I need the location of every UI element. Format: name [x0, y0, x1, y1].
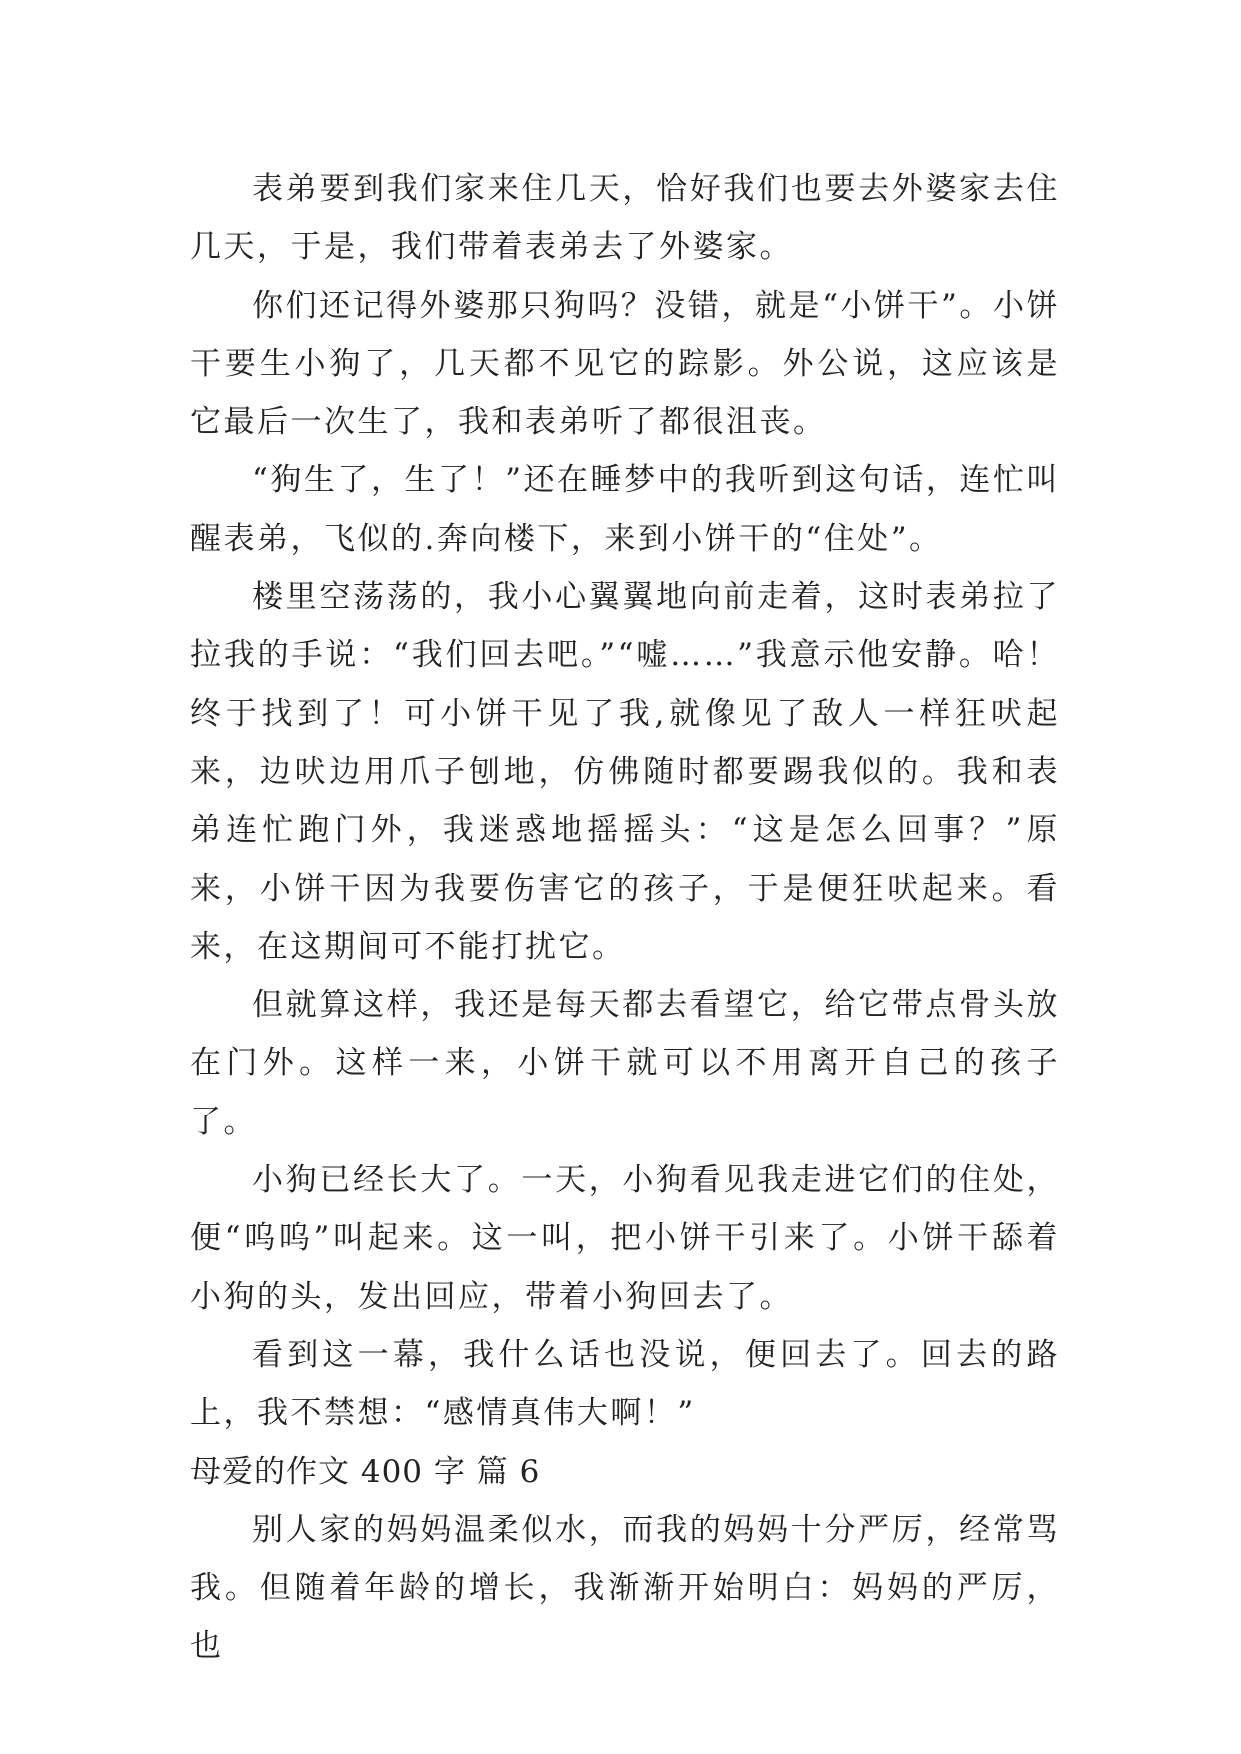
section-title: 母爱的作文 400 字 篇 6 — [190, 1453, 541, 1490]
paragraph-3: “狗生了，生了！”还在睡梦中的我听到这句话，连忙叫醒表弟，飞似的.奔向楼下，来到小饼干的“住处”。 — [190, 462, 1060, 557]
document-body — [190, 160, 1060, 1676]
paragraph-4: 楼里空荡荡的，我小心翼翼地向前走着，这时表弟拉了拉我的手说：“我们回去吧。”“嘘……”我意示他安静。哈！终于找到了！可小饼干见了我,就像见了敌人一样狂吠起来，边吠边用爪子刨地，仿佛随时都要踢我似的。我和表弟连忙跑门外，我迷惑地摇摇头：“这是怎么回事？”原来，小饼干因为我要伤害它的孩子，于是便狂吠起来。看来，在这期间可不能打扰它。 — [190, 579, 1060, 965]
paragraph-7: 看到这一幕，我什么话也没说，便回去了。回去的路上，我不禁想：“感情真伟大啊！” — [190, 1336, 1060, 1432]
paragraph-1: 表弟要到我们家来住几天，恰好我们也要去外婆家去住几天，于是，我们带着表弟去了外婆家。 — [190, 171, 1060, 266]
paragraph-5: 但就算这样，我还是每天都去看望它，给它带点骨头放在门外。这样一来，小饼干就可以不用离开自己的孩子了。 — [190, 987, 1060, 1140]
paragraph-2: 你们还记得外婆那只狗吗？没错，就是“小饼干”。小饼干要生小狗了，几天都不见它的踪影。外公说，这应该是它最后一次生了，我和表弟听了都很沮丧。 — [190, 287, 1060, 441]
section-paragraph-1: 别人家的妈妈温柔似水，而我的妈妈十分严厉，经常骂我。但随着年龄的增长，我渐渐开始明白：妈妈的严厉，也 — [190, 1511, 1060, 1665]
paragraph-6: 小狗已经长大了。一天，小狗看见我走进它们的住处，便“呜呜”叫起来。这一叫，把小饼干引来了。小饼干舔着小狗的头，发出回应，带着小狗回去了。 — [190, 1162, 1060, 1315]
